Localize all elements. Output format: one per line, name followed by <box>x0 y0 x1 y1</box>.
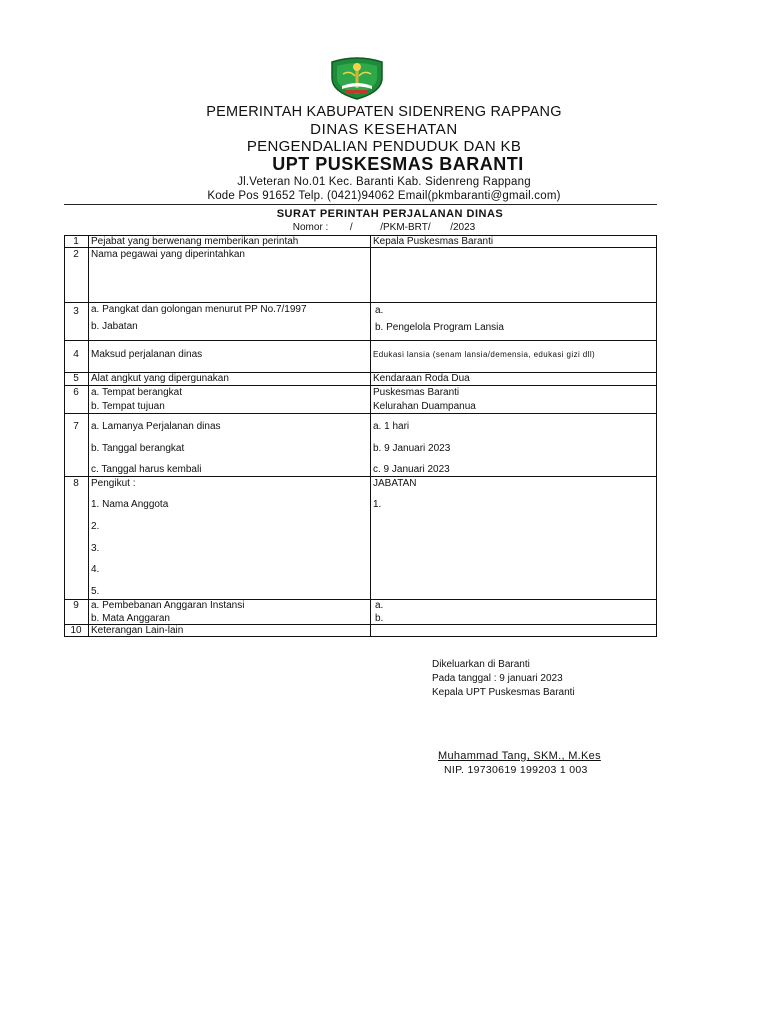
row-8-value-header: JABATAN <box>373 478 417 489</box>
nomor-year: /2023 <box>450 222 476 233</box>
header-government: PEMERINTAH KABUPATEN SIDENRENG RAPPANG <box>206 104 562 120</box>
row-7-value-a: a. 1 hari <box>373 421 410 432</box>
row-8-member-3: 3. <box>91 543 100 554</box>
row-6-label-b: b. Tempat tujuan <box>91 401 165 412</box>
row-9-label-a: a. Pembebanan Anggaran Instansi <box>91 600 245 611</box>
header-address: Jl.Veteran No.01 Kec. Baranti Kab. Sidenreng Rappang <box>237 176 531 188</box>
row-8-number: 8 <box>73 478 79 489</box>
row-5-label: Alat angkut yang dipergunakan <box>91 373 229 384</box>
row-6-value-b: Kelurahan Duampanua <box>373 401 476 412</box>
issued-date: Pada tanggal : 9 januari 2023 <box>432 673 563 684</box>
row-7-label-a: a. Lamanya Perjalanan dinas <box>91 421 221 432</box>
header-division: PENGENDALIAN PENDUDUK DAN KB <box>246 138 522 155</box>
row-10-label: Keterangan Lain-lain <box>91 625 184 636</box>
row-6-value-a: Puskesmas Baranti <box>373 387 460 398</box>
row-3-label-a: a. Pangkat dan golongan menurut PP No.7/1997 <box>91 304 307 315</box>
sidrap-regency-emblem-icon <box>328 56 386 100</box>
row-5-number: 5 <box>73 373 79 384</box>
row-10-number: 10 <box>70 625 82 636</box>
document-number <box>0 222 768 233</box>
row-9-number: 9 <box>73 600 79 611</box>
issued-place: Dikeluarkan di Baranti <box>432 659 530 670</box>
row-3-value-b: b. Pengelola Program Lansia <box>375 322 504 333</box>
row-8-label: Pengikut : <box>91 478 136 489</box>
row-1-label: Pejabat yang berwenang memberikan perintah <box>91 236 299 247</box>
row-3-number: 3 <box>73 306 79 317</box>
row-8-member-1: 1. Nama Anggota <box>91 499 169 510</box>
row-7-value-c: c. 9 Januari 2023 <box>373 464 450 475</box>
nomor-separator: / <box>349 222 353 233</box>
row-2-number: 2 <box>73 249 79 260</box>
signatory-position: Kepala UPT Puskesmas Baranti <box>432 687 575 698</box>
row-3-value-a: a. <box>375 305 384 316</box>
row-1-value: Kepala Puskesmas Baranti <box>373 236 494 247</box>
row-7-label-b: b. Tanggal berangkat <box>91 443 185 454</box>
row-2-label: Nama pegawai yang diperintahkan <box>91 249 245 260</box>
row-7-label-c: c. Tanggal harus kembali <box>91 464 202 475</box>
header-unit: UPT PUSKESMAS BARANTI <box>272 154 524 174</box>
signatory-name: Muhammad Tang, SKM., M.Kes <box>438 750 601 762</box>
row-8-member-2: 2. <box>91 521 100 532</box>
row-4-number: 4 <box>73 349 79 360</box>
row-1-number: 1 <box>73 236 79 247</box>
form-table <box>64 235 657 637</box>
row-8-member-4: 4. <box>91 564 100 575</box>
row-8-member-5: 5. <box>91 586 100 597</box>
row-8-value-1: 1. <box>373 499 382 510</box>
signatory-nip: NIP. 19730619 199203 1 003 <box>444 764 588 776</box>
header-divider <box>64 204 657 205</box>
header-agency: DINAS KESEHATAN <box>310 121 458 138</box>
row-4-value: Edukasi lansia (senam lansia/demensia, edukasi gizi dll) <box>373 350 596 359</box>
row-9-value-a: a. <box>375 600 384 611</box>
row-9-value-b: b. <box>375 613 384 624</box>
row-6-label-a: a. Tempat berangkat <box>91 387 182 398</box>
nomor-label: Nomor : <box>292 222 329 233</box>
header-contact: Kode Pos 91652 Telp. (0421)94062 Email(pkmbaranti@gmail.com) <box>207 190 561 202</box>
row-7-number: 7 <box>73 421 79 432</box>
document-title: SURAT PERINTAH PERJALANAN DINAS <box>276 208 504 220</box>
row-7-value-b: b. 9 Januari 2023 <box>373 443 451 454</box>
row-5-value: Kendaraan Roda Dua <box>373 373 470 384</box>
row-6-number: 6 <box>73 387 79 398</box>
row-3-label-b: b. Jabatan <box>91 321 138 332</box>
row-9-label-b: b. Mata Anggaran <box>91 613 170 624</box>
row-4-label: Maksud perjalanan dinas <box>91 349 203 360</box>
nomor-code: /PKM-BRT/ <box>380 222 431 233</box>
